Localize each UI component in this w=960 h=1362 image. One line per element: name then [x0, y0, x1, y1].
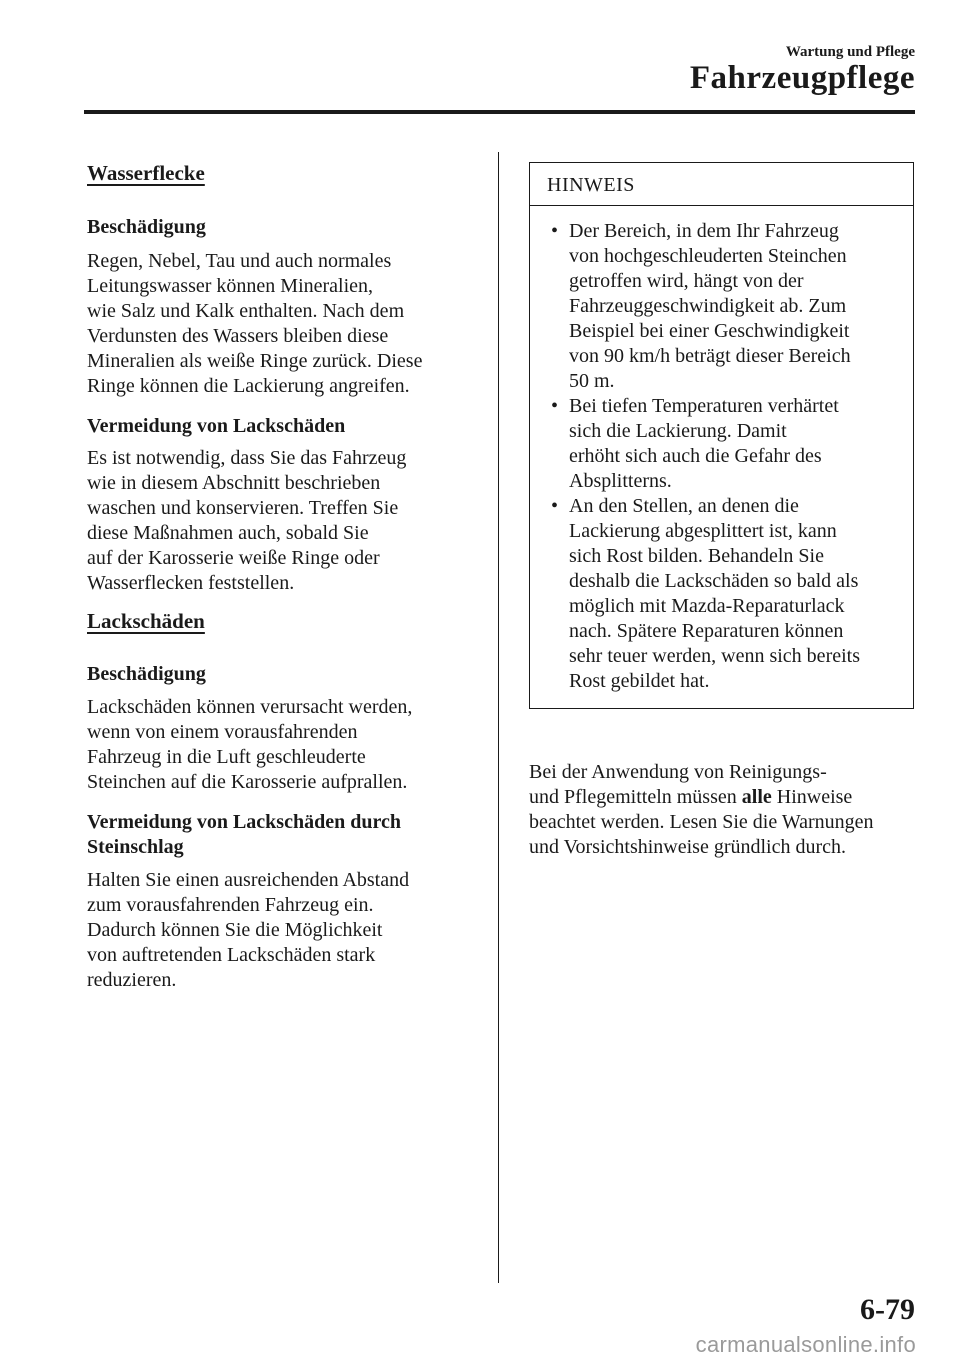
note-list — [547, 219, 905, 694]
paragraph-paint-damage: Lackschäden können verursacht werden, wenn von einem vorausfahrenden Fahrzeug in die Luft geschleuderte Steinchen auf die Karosserie aufprallen. — [87, 696, 413, 793]
note-title: HINWEIS — [547, 174, 635, 196]
note-box — [529, 162, 914, 709]
left-column — [87, 158, 472, 993]
watermark: carmanualsonline.info — [695, 1332, 916, 1357]
subheading-damage: Beschädigung — [87, 216, 206, 238]
note-item: • Bei tiefen Temperaturen verhärtet sich die Lackierung. Damit erhöht sich auch die Gefahr des Absplitterns. — [551, 395, 839, 492]
note-item: • Der Bereich, in dem Ihr Fahrzeug von hochgeschleuderten Steinchen getroffen wird, hängt von der Fahrzeuggeschwindigkeit ab. Zum Beispiel bei einer Geschwindigkeit von 90 km/h beträgt dieser Bereich 50 m. — [551, 220, 851, 392]
section-heading-paint-damage: Lackschäden — [87, 609, 205, 633]
header-divider — [84, 110, 915, 114]
subheading-stone-chip-prevention: Vermeidung von Lackschäden durch Steinschlag — [87, 811, 401, 858]
emphasis-alle: alle — [741, 786, 772, 808]
bullet-icon: • — [551, 495, 559, 517]
note-item: • An den Stellen, an denen die Lackierung abgesplittert ist, kann sich Rost bilden. Behandeln Sie deshalb die Lackschäden so bald als möglich mit Mazda-Reparaturlack nach. Spätere Reparaturen können sehr teuer werden, wenn sich bereits Rost gebildet hat. — [551, 495, 860, 692]
bullet-icon: • — [551, 220, 559, 242]
paragraph-cleaning-advice: Bei der Anwendung von Reinigungs- und Pflegemitteln müssen alle Hinweise beachtet werden. Lesen Sie die Warnungen und Vorsichtshinweise gründlich durch. — [529, 761, 874, 858]
paragraph-water-damage: Regen, Nebel, Tau und auch normales Leitungswasser können Mineralien, wie Salz und Kalk enthalten. Nach dem Verdunsten des Wassers bleiben diese Mineralien als weiße Ringe zurück. Diese Ringe können die Lackierung angreifen. — [87, 250, 423, 397]
page-title: Fahrzeugpflege — [689, 60, 915, 96]
subheading-prevention: Vermeidung von Lackschäden — [87, 415, 346, 437]
paragraph-stone-chip-prevention: Halten Sie einen ausreichenden Abstand zum vorausfahrenden Fahrzeug ein. Dadurch können Sie die Möglichkeit von auftretenden Lackschäden stark reduzieren. — [87, 869, 410, 991]
note-divider — [530, 205, 913, 206]
page-number: 6-79 — [860, 1293, 915, 1326]
subheading-damage: Beschädigung — [87, 663, 206, 685]
column-divider — [498, 152, 499, 1283]
paragraph-water-prevention: Es ist notwendig, dass Sie das Fahrzeug wie in diesem Abschnitt beschrieben waschen und konservieren. Treffen Sie diese Maßnahmen auch, sobald Sie auf der Karosserie weiße Ringe oder Wasserflecken feststellen. — [87, 447, 407, 594]
bullet-icon: • — [551, 395, 559, 417]
header-section-label: Wartung und Pflege — [785, 44, 915, 60]
section-heading-water-spots: Wasserflecke — [87, 161, 205, 185]
